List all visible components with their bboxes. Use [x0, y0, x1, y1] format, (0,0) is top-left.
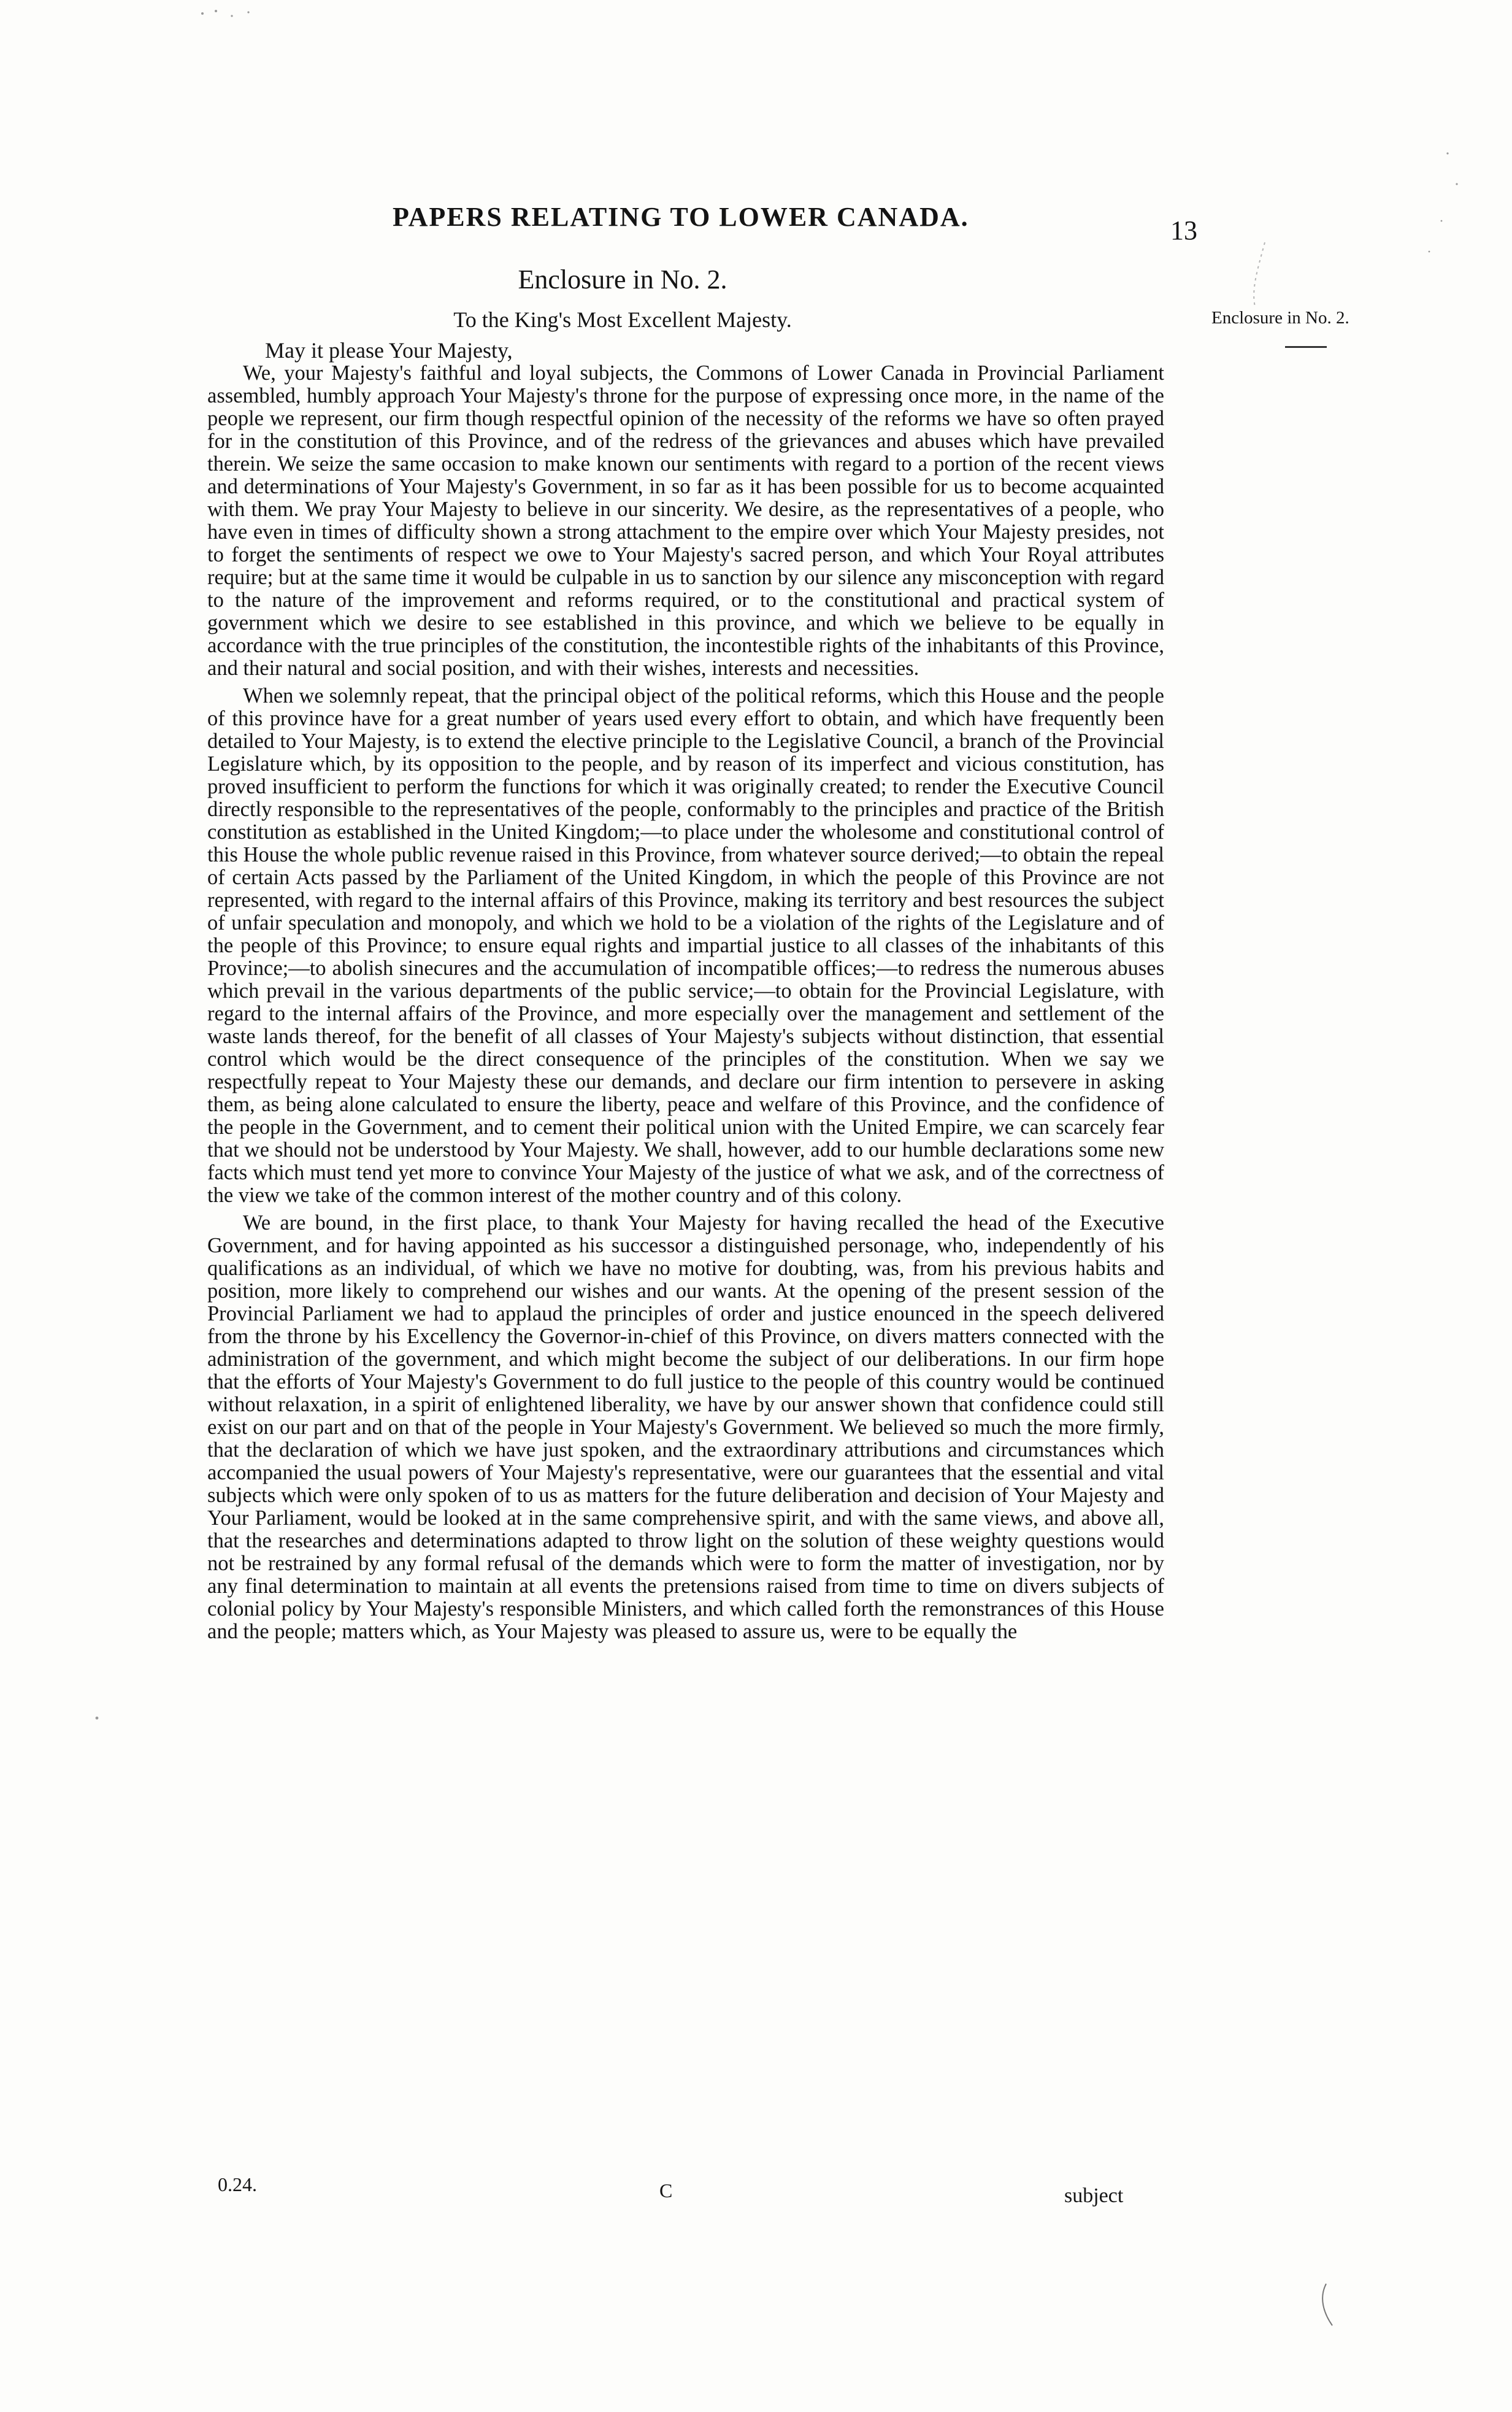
- page-number: 13: [1170, 215, 1197, 245]
- signature-mark: 0.24.: [218, 2173, 257, 2195]
- margin-rule: [1285, 346, 1327, 348]
- paragraph: When we solemnly repeat, that the principal object of the political reforms, which this House and the people of this province have for a great number of years used every effort to obtain, and which have frequently been detailed to Your Majesty, is to extend the elective principle to the Legislative Council, a branch of the Provincial Legislature which, by its opposition to the people, and by reason of its imperfect and vicious constitution, has proved insufficient to perform the functions for which it was originally created; to render the Executive Council directly responsible to the representatives of the people, conformably to the principles and practice of the British constitution as established in the United Kingdom;—to place under the wholesome and constitutional control of this House the whole public revenue raised in this Province, from whatever source derived;—to obtain the repeal of certain Acts passed by the Parliament of the United Kingdom, in which the people of this Province are not represented, with regard to the internal affairs of this Province, making its territory and best resources the subject of unfair speculation and monopoly, and which we hold to be a violation of the rights of the Legislature and of the people of this Province; to ensure equal rights and impartial justice to all classes of the inhabitants of this Province;—to abolish sinecures and the accumulation of incompatible offices;—to redress the numerous abuses which prevail in the various departments of the public service;—to obtain for the Provincial Legislature, with regard to the internal affairs of the Province, and more especially over the management and settlement of the waste lands thereof, for the benefit of all classes of Your Majesty's subjects without distinction, that essential control which would be the direct consequence of the principles of the constitution. When we say we respectfully repeat to Your Majesty these our demands, and declare our firm intention to persevere in asking them, as being alone calculated to ensure the liberty, peace and welfare of this Province, and the confidence of the people in the Government, and to cement their political union with the United Empire, we can scarcely fear that we should not be understood by Your Majesty. We shall, however, add to our humble declarations some new facts which must tend yet more to convince Your Majesty of the justice of what we ask, and of the correctness of the view we take of the common interest of the mother country and of this colony.: [207, 684, 1164, 1207]
- sheet-mark: C: [659, 2179, 673, 2202]
- margin-note: Enclosure in No. 2.: [1211, 308, 1349, 328]
- catchword: subject: [1064, 2184, 1124, 2207]
- address-line: To the King's Most Excellent Majesty.: [453, 307, 792, 332]
- enclosure-title: Enclosure in No. 2.: [518, 264, 727, 295]
- paragraph: We are bound, in the first place, to thank Your Majesty for having recalled the head of the Executive Government, and for having appointed as his successor a distinguished personage, who, independently of his qualifications as an individual, of which we have no motive for doubting, was, from his previous habits and position, more likely to comprehend our wishes and our wants. At the opening of the present session of the Provincial Parliament we had to applaud the principles of order and justice enounced in the speech delivered from the throne by his Excellency the Governor-in-chief of this Province, on divers matters connected with the administration of the government, and which might become the subject of our deliberations. In our firm hope that the efforts of Your Majesty's Government to do full justice to the people of this country would be continued without relaxation, in a spirit of enlightened liberality, we have by our answer shown that confidence could still exist on our part and on that of the people in Your Majesty's Government. We believed so much the more firmly, that the declaration of which we have just spoken, and the extraordinary attributions and circumstances which accompanied the usual powers of Your Majesty's representative, were our guarantees that the essential and vital subjects which were only spoken of to us as matters for the future deliberation and decision of Your Majesty and Your Parliament, would be looked at in the same comprehensive spirit, and with the same views, and above all, that the researches and determinations adapted to throw light on the solution of these weighty questions would not be restrained by any formal refusal of the demands which were to form the matter of investigation, nor by any final determination to maintain at all events the pretensions raised from time to time on divers subjects of colonial policy by Your Majesty's responsible Ministers, and which called forth the remonstrances of this House and the people; matters which, as Your Majesty was pleased to assure us, were to be equally the: [207, 1211, 1164, 1643]
- running-head: PAPERS RELATING TO LOWER CANADA.: [393, 202, 969, 232]
- salutation: May it please Your Majesty,: [265, 338, 513, 363]
- paragraph: We, your Majesty's faithful and loyal subjects, the Commons of Lower Canada in Provincial Parliament assembled, humbly approach Your Majesty's throne for the purpose of expressing once more, in the name of the people we represent, our firm though respectful opinion of the necessity of the reforms we have so often prayed for in the constitution of this Province, and of the redress of the grievances and abuses which have prevailed therein. We seize the same occasion to make known our sentiments with regard to a portion of the recent views and determinations of Your Majesty's Government, in so far as it has been possible for us to become acquainted with them. We pray Your Majesty to believe in our sincerity. We desire, as the representatives of a people, who have even in times of difficulty shown a strong attachment to the empire over which Your Majesty presides, not to forget the sentiments of respect we owe to Your Majesty's sacred person, and which Your Royal attributes require; but at the same time it would be culpable in us to sanction by our silence any misconception with regard to the nature of the improvement and reforms required, or to the constitutional and practical system of government which we desire to see established in this province, and which we believe to be equally in accordance with the true principles of the constitution, the incontestible rights of the inhabitants of this Province, and their natural and social position, and with their wishes, interests and necessities.: [207, 361, 1164, 680]
- body-text: [207, 362, 1164, 1648]
